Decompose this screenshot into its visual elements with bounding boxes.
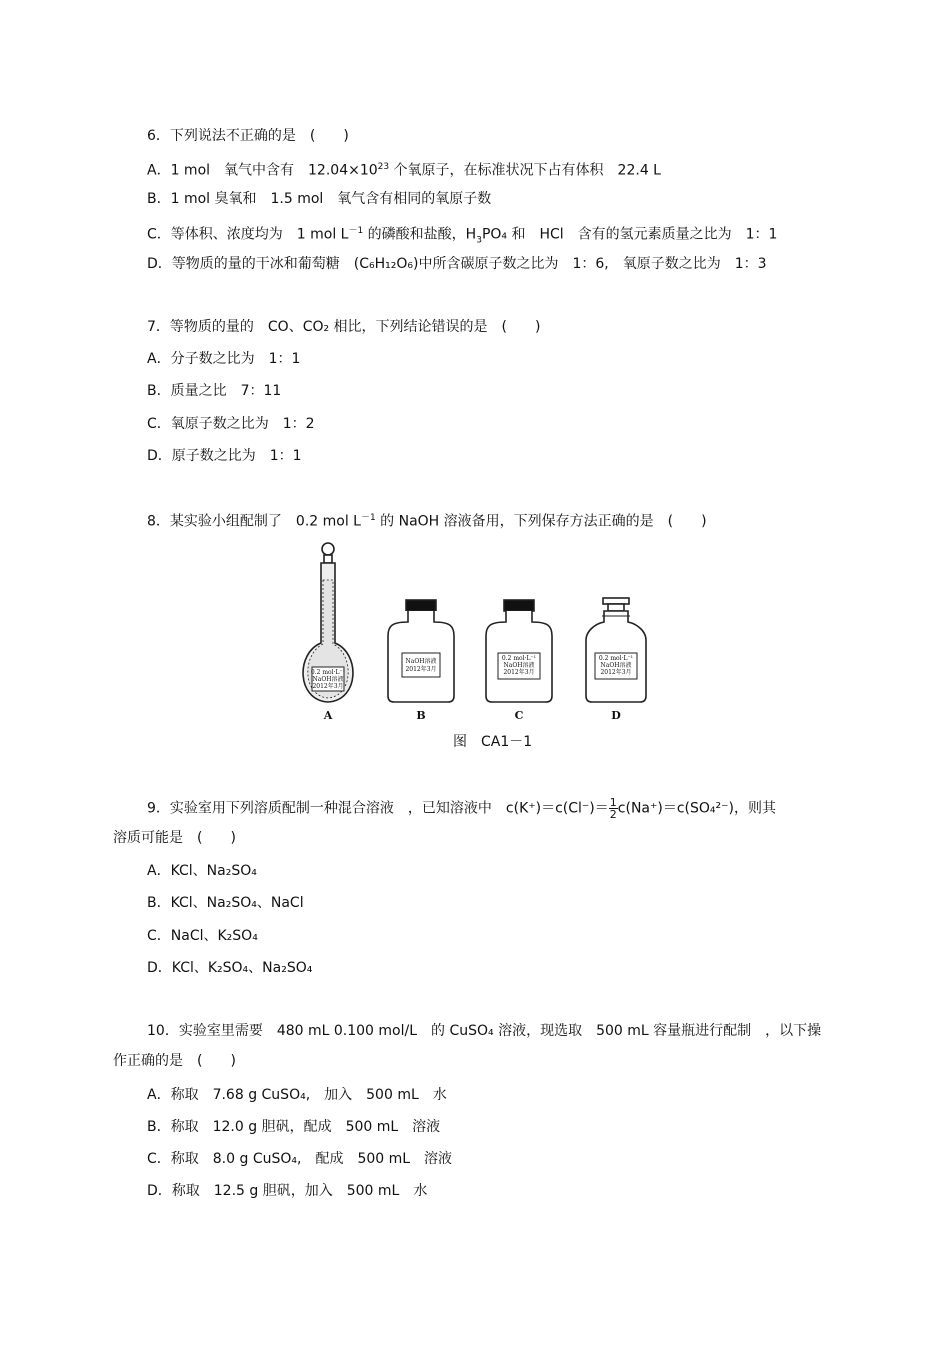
q10-option-a: A．称取 7.68 g CuSO₄, 加入 500 mL 水 — [147, 1087, 447, 1103]
bottle-c-label-concentration: 0.2 mol·L⁻¹ — [501, 655, 537, 662]
figure-letter-a: A — [323, 709, 333, 722]
q7-option-b: B．质量之比 7：11 — [147, 383, 282, 399]
fraction-one-half: $\frac{1}{2}$ — [609, 796, 617, 821]
bottle-d-label-concentration: 0.2 mol·L⁻¹ — [598, 655, 634, 662]
bottle-c-label-date: 2012年3月 — [503, 669, 535, 676]
q10-option-d: D．称取 12.5 g 胆矾，加入 500 mL 水 — [147, 1183, 428, 1199]
q9-option-a: A．KCl、Na₂SO₄ — [147, 863, 257, 879]
q10-option-b: B．称取 12.0 g 胆矾，配成 500 mL 溶液 — [147, 1119, 441, 1135]
bottle-b-label-date: 2012年3月 — [405, 666, 437, 673]
figure-letter-c: C — [514, 709, 524, 722]
q7-option-d: D．原子数之比为 1：1 — [147, 448, 302, 464]
bottle-d-icon — [586, 598, 646, 702]
q8-stem: 8．某实验小组配制了 0.2 mol $L^{-1}$ 的 NaOH 溶液备用，下列保存方法正确的是 ( ) — [147, 513, 707, 530]
q9-option-c: C．NaCl、K₂SO₄ — [147, 928, 258, 944]
q9-stem: 9．实验室用下列溶质配制一种混合溶液 ，已知溶液中 c(K⁺)＝c(Cl⁻)＝ $\frac{1}{2}$ c(Na⁺)＝c(SO₄²⁻)，则其 — [147, 796, 776, 821]
q7-stem: 7．等物质的量的 CO、CO₂ 相比，下列结论错误的是 ( ) — [147, 319, 541, 335]
q9-option-d: D．KCl、K₂SO₄、Na₂SO₄ — [147, 960, 313, 976]
q9-stem-continued: 溶质可能是 ( ) — [113, 830, 236, 846]
q6-option-d: D．等物质的量的干冰和葡萄糖 (C₆H₁₂O₆)中所含碳原子数之比为 1：6, 氧原子数之比为 1：3 — [147, 256, 767, 272]
q10-option-c: C．称取 8.0 g CuSO₄, 配成 500 mL 溶液 — [147, 1151, 453, 1167]
q7-option-a: A．分子数之比为 1：1 — [147, 351, 301, 367]
bottle-d-label-date: 2012年3月 — [600, 669, 632, 676]
q6-option-c: C．等体积、浓度均为 1 mol $L^{-1}$ 的磷酸和盐酸，$H_3PO_4$ 和 HCl 含有的氢元素质量之比为 1：1 — [147, 226, 778, 246]
bottle-c-label-solution: NaOH溶液 — [503, 662, 535, 669]
bottle-b-icon — [388, 600, 454, 702]
flask-label-date: 2012年3月 — [312, 683, 344, 690]
q6-option-a: A．1 mol 氧气中含有 $12.04\times 10^{23}$ 个氧原子，在标准状况下占有体积 22.4 L — [147, 162, 661, 179]
figure-letter-d: D — [611, 709, 621, 722]
bottle-b-label-solution: NaOH溶液 — [405, 658, 437, 665]
q10-stem-continued: 作正确的是 ( ) — [113, 1053, 236, 1069]
bottle-d-label-solution: NaOH溶液 — [600, 662, 632, 669]
figure-caption: 图 CA1－1 — [453, 734, 533, 750]
q6-option-b: B．1 mol 臭氧和 1.5 mol 氧气含有相同的氧原子数 — [147, 191, 492, 207]
figure-letter-b: B — [416, 709, 426, 722]
q9-option-b: B．KCl、Na₂SO₄、NaCl — [147, 895, 304, 911]
flask-label-solution: NaOH溶液 — [312, 676, 344, 683]
bottle-c-icon — [486, 600, 552, 702]
q10-stem: 10．实验室里需要 480 mL 0.100 mol/L 的 CuSO₄ 溶液，现选取 500 mL 容量瓶进行配制 ，以下操 — [147, 1023, 822, 1039]
storage-figure — [290, 540, 670, 730]
q7-option-c: C．氧原子数之比为 1：2 — [147, 416, 315, 432]
flask-label-concentration: 0.2 mol·L⁻¹ — [310, 669, 346, 676]
q6-stem: 6．下列说法不正确的是 ( ) — [147, 128, 349, 144]
